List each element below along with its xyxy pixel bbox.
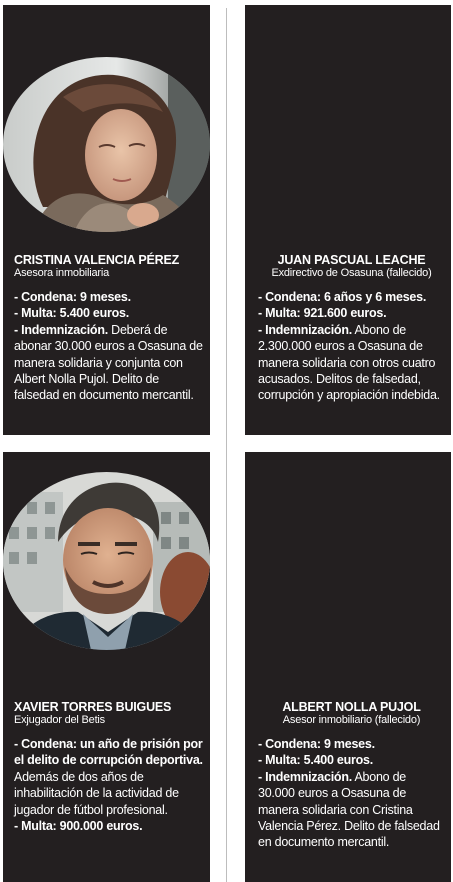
detail-line: - Indemnización. Abono de 30.000 euros a Osasuna de manera solidaria con Cristina Valencia Pérez. Delito de falsedad en documento mercantil. <box>258 769 440 850</box>
detail-line: - Multa: 5.400 euros. <box>258 753 373 768</box>
person-role: Asesor inmobiliario (fallecido) <box>282 714 421 726</box>
detail-line: - Multa: 900.000 euros. <box>14 819 143 834</box>
person-name: XAVIER TORRES BUIGUES <box>14 700 172 714</box>
sentence-details <box>258 736 445 851</box>
detail-line: - Condena: 6 años y 6 meses. <box>258 290 427 304</box>
person-name: JUAN PASCUAL LEACHE <box>277 253 426 267</box>
column-divider <box>226 8 227 882</box>
person-name: ALBERT NOLLA PUJOL <box>282 700 421 714</box>
profile-text-cristina-valencia <box>14 253 204 404</box>
profile-text-xavier-torres <box>14 700 204 834</box>
detail-line: - Condena: 9 meses. <box>258 737 375 751</box>
detail-line: - Condena: un año de prisión por el delito de corrupción deportiva. <box>14 737 203 768</box>
portrait-photo-xavier-torres <box>3 472 210 650</box>
detail-line: - Indemnización. Abono de 2.300.000 euros a Osasuna de manera solidaria con otros cuatro acusados. Delitos de falsedad, corrupción y apropiación indebida. <box>258 322 440 403</box>
person-role: Exjugador del Betis <box>14 714 105 726</box>
person-role: Asesora inmobiliaria <box>14 267 110 279</box>
profile-text-juan-pascual <box>258 253 445 404</box>
person-role: Exdirectivo de Osasuna (fallecido) <box>271 267 432 279</box>
detail-line: - Multa: 921.600 euros. <box>258 306 387 321</box>
detail-line: - Condena: 9 meses. <box>14 290 131 304</box>
profile-text-albert-nolla <box>258 700 445 851</box>
profile-card-juan-pascual <box>245 5 451 435</box>
profile-card-albert-nolla <box>245 452 451 882</box>
sentence-details <box>258 289 445 404</box>
profile-card-cristina-valencia <box>3 5 210 435</box>
sentence-details <box>14 736 204 834</box>
detail-line: Además de dos años de inhabilitación de la actividad de jugador de fútbol profesional. <box>14 769 179 817</box>
portrait-photo-cristina-valencia <box>3 57 210 232</box>
detail-line: - Multa: 5.400 euros. <box>14 306 129 321</box>
profile-card-xavier-torres <box>3 452 210 882</box>
person-name: CRISTINA VALENCIA PÉREZ <box>14 253 180 267</box>
detail-line: - Indemnización. Deberá de abonar 30.000 euros a Osasuna de manera solidaria y conjunta con Albert Nolla Pujol. Delito de falsedad en documento mercantil. <box>14 322 203 403</box>
sentence-details <box>14 289 204 404</box>
